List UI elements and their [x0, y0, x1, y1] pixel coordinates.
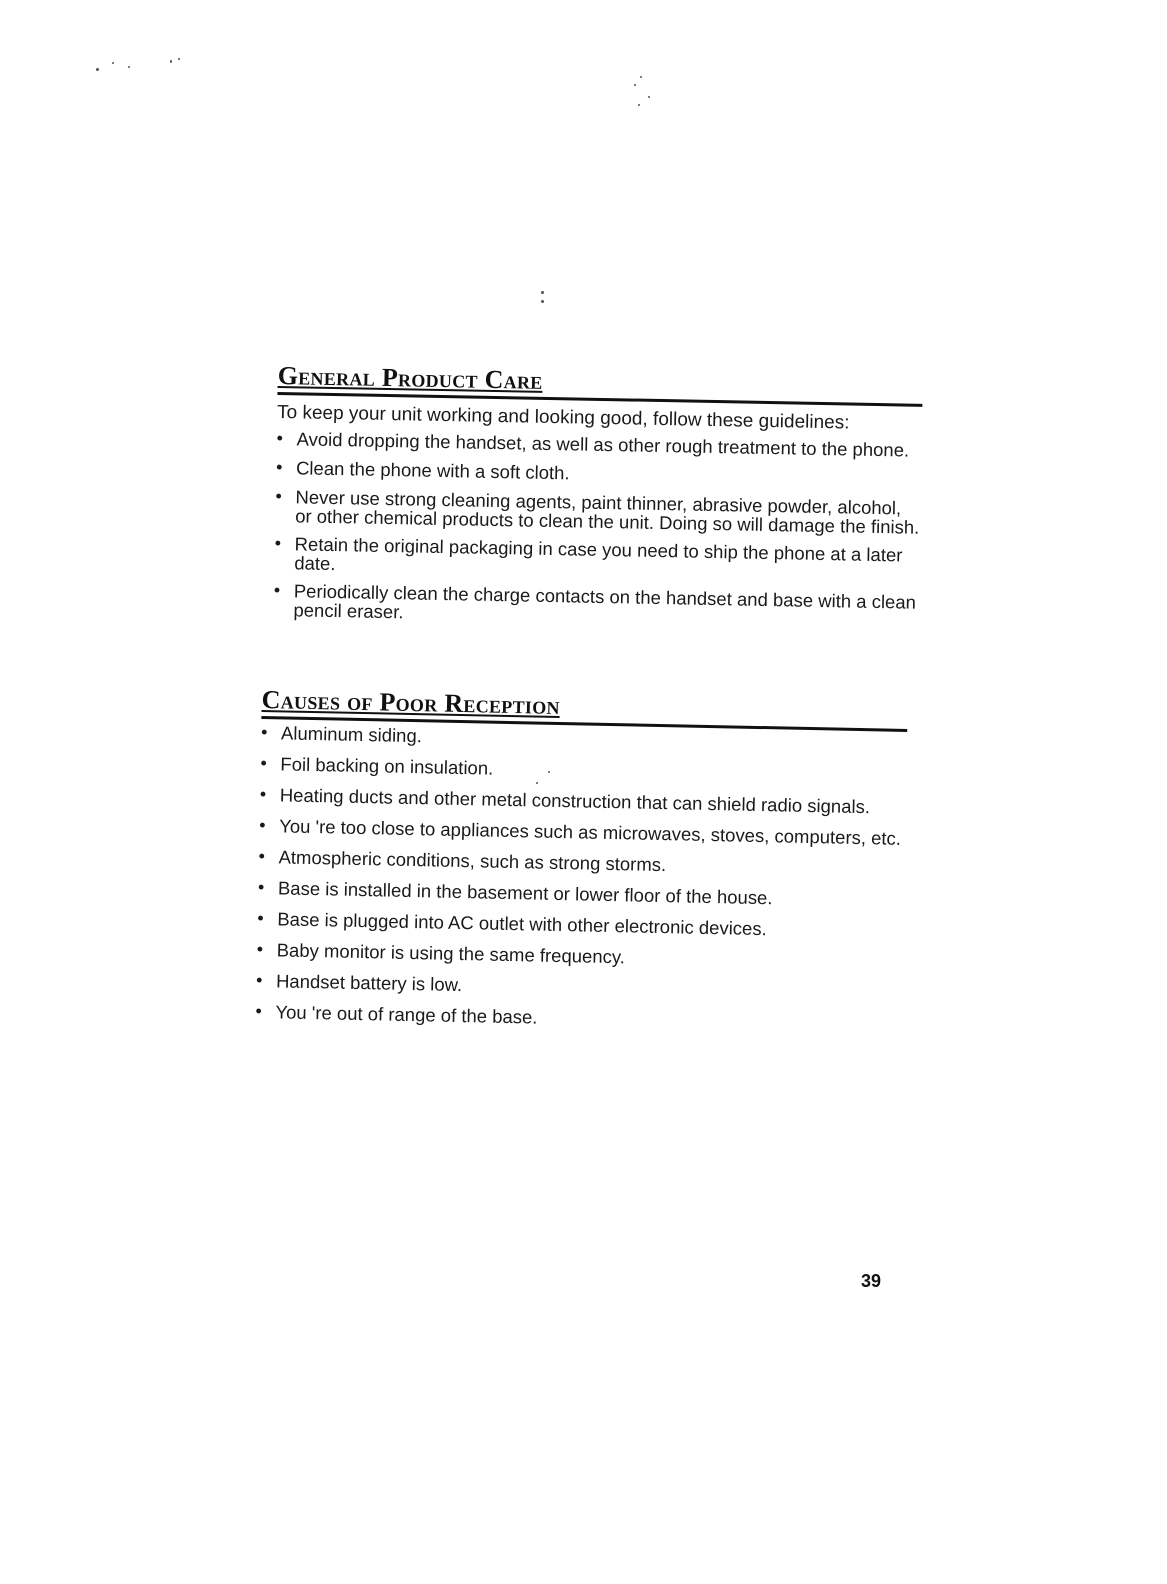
scan-speck — [96, 68, 99, 71]
list-item — [260, 754, 906, 786]
bullet-icon: • — [256, 938, 264, 960]
list-item-text: Retain the original packaging in case you need to ship the phone at a later date. — [294, 533, 903, 575]
section-title: General Product Care — [277, 361, 543, 395]
bullet-icon: • — [259, 814, 266, 836]
list-item-text: Aluminum siding. — [280, 722, 423, 747]
section-title: Causes of Poor Reception — [261, 685, 561, 720]
scan-speck — [541, 300, 544, 303]
bullet-icon: • — [260, 721, 268, 743]
list-item — [255, 1002, 901, 1034]
list-item — [257, 909, 903, 941]
scan-speck — [112, 62, 114, 64]
list-item — [258, 847, 904, 879]
list-item — [256, 971, 902, 1003]
scan-speck — [640, 76, 642, 78]
list-item-text: Never use strong cleaning agents, paint thinner, abrasive powder, alcohol, or other chemical products to clean the unit. Doing so will damage the finish. — [294, 486, 920, 538]
list-item — [273, 581, 919, 631]
list-item — [258, 878, 904, 910]
bullet-icon: • — [259, 783, 267, 805]
care-intro: To keep your unit working and looking good, follow these guidelines: — [276, 401, 850, 434]
bullet-icon: • — [275, 456, 283, 478]
general-product-care-section — [273, 362, 923, 640]
list-item-text: Atmospheric conditions, such as strong storms. — [278, 846, 667, 876]
list-item-text: Clean the phone with a soft cloth. — [295, 457, 570, 484]
list-item-text: Foil backing on insulation. — [280, 753, 494, 779]
scan-speck — [128, 66, 130, 68]
list-item — [259, 816, 905, 848]
bullet-icon: • — [275, 485, 283, 507]
list-item — [274, 534, 920, 584]
list-item-text: Periodically clean the charge contacts on the handset and base with a clean pencil eraser. — [293, 580, 917, 623]
bullet-icon: • — [276, 427, 284, 449]
list-item-text: Baby monitor is using the same frequency. — [276, 939, 626, 968]
list-item-text: You 're out of range of the base. — [275, 1001, 538, 1028]
bullet-icon: • — [257, 876, 265, 898]
bullet-icon: • — [255, 1000, 262, 1022]
list-item — [275, 487, 921, 537]
section-heading-care — [277, 362, 922, 407]
list-item-text: Avoid dropping the handset, as well as other rough treatment to the phone. — [296, 428, 910, 461]
scan-speck — [638, 104, 640, 106]
care-list — [273, 429, 921, 631]
list-item — [257, 940, 903, 972]
bullet-icon: • — [273, 579, 281, 601]
bullet-icon: • — [255, 969, 263, 991]
bullet-icon: • — [257, 907, 264, 929]
list-item-text: Handset battery is low. — [275, 970, 463, 996]
bullet-icon: • — [274, 532, 282, 554]
list-item — [260, 785, 906, 817]
scan-speck — [170, 60, 172, 63]
list-item-text: Base is installed in the basement or lower floor of the house. — [277, 877, 773, 909]
reception-list — [255, 723, 907, 1034]
scan-speck — [541, 291, 544, 294]
page-number: 39 — [861, 1271, 882, 1291]
list-item — [276, 458, 921, 489]
causes-of-poor-reception-section — [255, 686, 908, 1046]
scan-speck — [648, 96, 650, 98]
bullet-icon: • — [260, 752, 267, 774]
list-item-text: Base is plugged into AC outlet with other electronic devices. — [277, 908, 767, 940]
scan-speck — [178, 58, 180, 60]
list-item-text: Heating ducts and other metal construction that can shield radio signals. — [279, 784, 871, 818]
scan-speck — [634, 84, 636, 86]
list-item-text: You 're too close to appliances such as microwaves, stoves, computers, etc. — [278, 815, 902, 849]
bullet-icon: • — [258, 845, 266, 867]
